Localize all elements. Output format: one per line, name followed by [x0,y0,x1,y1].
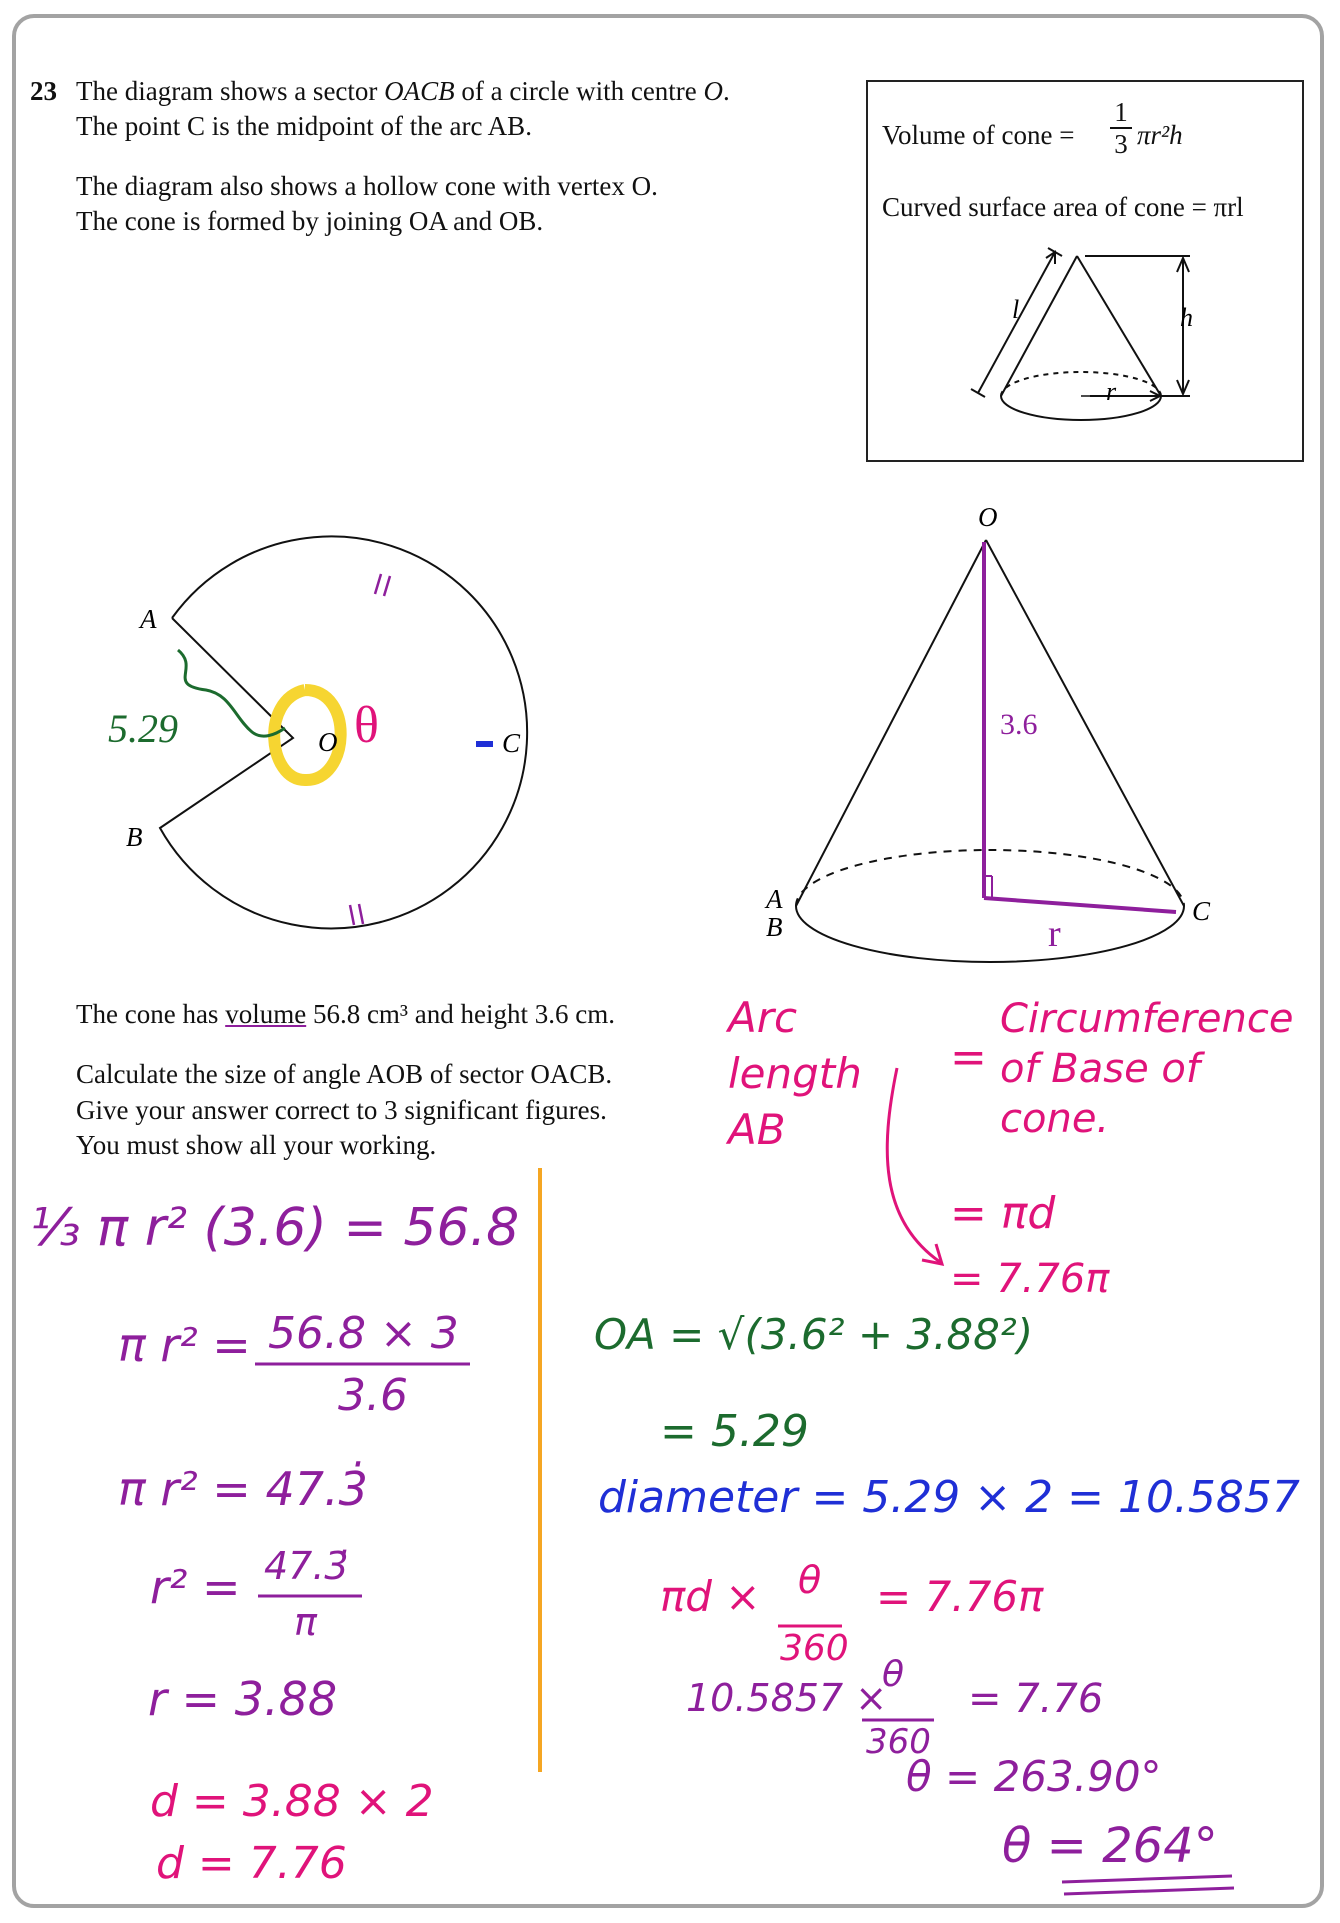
theta-eq-1-lhs: πd × [660,1572,761,1621]
pi-d: = πd [950,1188,1056,1239]
theta-eq-2-lhs: 10.5857 × [686,1676,888,1720]
volume-formula: Volume of cone = [882,120,1075,150]
circumference-label: Circumference of Base of cone. [1000,996,1294,1142]
oa-working: OA = √(3.6² + 3.88²) [594,1310,1034,1359]
formula-label-h: h [1180,303,1193,332]
given-info: The cone has volume 56.8 cm³ and height 3.6 cm. [76,999,615,1029]
cone-label-A: A [766,884,783,914]
diameter-working: diameter = 5.29 × 2 = 10.5857 [598,1472,1300,1523]
left-working-line-4-num: 47.3̇ [264,1544,349,1588]
volume-underlined: volume [225,999,307,1029]
theta-eq-1-rhs: = 7.76π [876,1572,1044,1621]
pi-776: = 7.76π [950,1256,1110,1302]
question-cone-line-2: The cone is formed by joining OA and OB. [76,206,544,236]
theta-eq-2-rhs: = 7.76 [968,1676,1104,1722]
left-working-line-5: r = 3.88 [148,1672,338,1726]
theta-eq-1-num: θ [798,1558,822,1602]
formula-label-r: r [1106,377,1117,406]
sector-annot-radius: 5.29 [108,706,178,751]
volume-fraction: 1 3 [1110,97,1132,159]
left-working-line-3: π r² = 47.3̇ [118,1462,368,1516]
left-working-line-4-den: π [294,1600,317,1644]
left-working-line-2-num: 56.8 × 3 [268,1308,459,1359]
arc-length-label: Arc length AB [728,993,862,1154]
cone-annot-radius: r [1048,913,1061,955]
left-working-line-1: ⅓ π r² (3.6) = 56.8 [30,1198,520,1258]
task-line-2: Give your answer correct to 3 significant figures. [76,1095,607,1125]
left-working-line-2-lhs: π r² = [118,1318,251,1372]
oa-result: = 5.29 [660,1406,809,1457]
theta-eq-1-den: 360 [780,1628,849,1669]
csa-formula: Curved surface area of cone = πrl [882,192,1244,222]
left-working-line-4-lhs: r² = [150,1560,241,1614]
formula-label-l: l [1012,295,1020,324]
left-working-line-7: d = 7.76 [156,1838,347,1889]
sector-annot-theta: θ [354,697,379,754]
sector-label-O: O [318,727,338,757]
arc-equals: = [950,1032,987,1083]
theta-final-answer: θ = 264° [1002,1818,1218,1874]
cone-figure [796,540,1184,962]
volume-formula-tail: πr²h [1137,120,1183,150]
sector-label-B: B [126,822,143,852]
cone-label-B: B [766,912,783,942]
question-intro-line-2: The point C is the midpoint of the arc AB. [76,111,532,141]
left-working-line-6: d = 3.88 × 2 [150,1776,434,1827]
question-cone-line-1: The diagram also shows a hollow cone with vertex O. [76,171,658,201]
cone-label-O: O [978,502,998,532]
theta-eq-2-num: θ [882,1654,905,1695]
task-line-3: You must show all your working. [76,1130,437,1160]
question-intro-line-1: The diagram shows a sector OACB of a circle with centre O. [76,76,730,106]
question-number: 23 [30,76,57,106]
sector-label-A: A [140,604,157,634]
theta-eq-2-den: 360 [866,1722,931,1762]
formula-cone-figure [971,248,1190,420]
task-line-1: Calculate the size of angle AOB of sector OACB. [76,1059,613,1089]
sector-label-C: C [502,728,521,758]
cone-label-C: C [1192,896,1211,926]
left-working-line-2-den: 3.6 [338,1370,408,1421]
cone-annot-height: 3.6 [1000,708,1038,741]
theta-result-1: θ = 263.90° [906,1752,1162,1801]
sector-figure [160,536,527,928]
